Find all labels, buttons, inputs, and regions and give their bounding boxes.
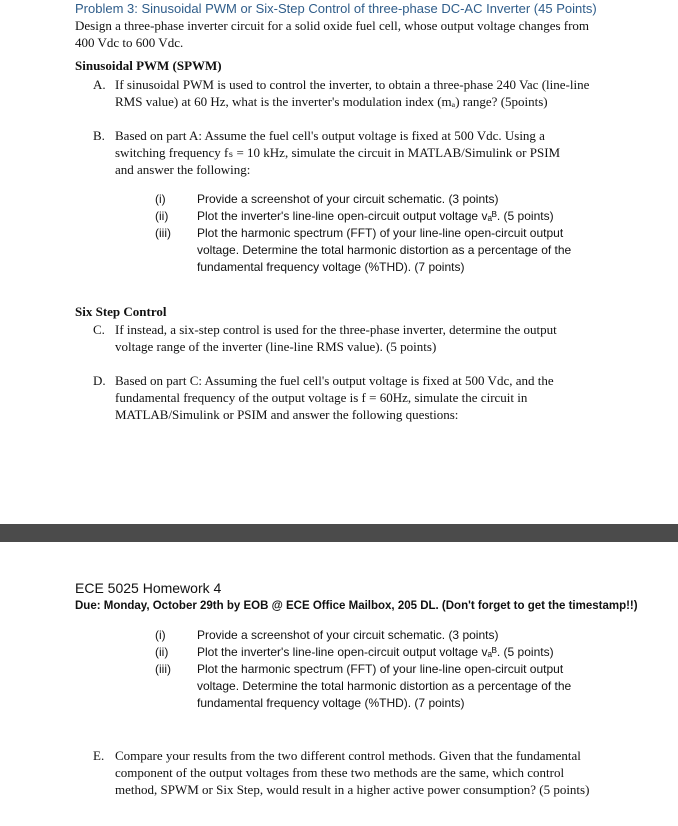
question-c-text: If instead, a six-step control is used for the three-phase inverter, determine the output voltage range of the inverter (line-line RMS value). (5 points) (115, 322, 557, 354)
list-item (155, 661, 595, 712)
question-b-text: Based on part A: Assume the fuel cell's output voltage is fixed at 500 Vdc. Using a switching frequency fₛ = 10 kHz, simulate the circuit in MATLAB/Simulink or PSIM and answer the following: (115, 128, 561, 177)
question-d-text: Based on part C: Assuming the fuel cell's output voltage is fixed at 500 Vdc, and the fundamental frequency of the output voltage is f = 60Hz, simulate the circuit in MATLAB/Simulink or PSIM and answer the following questions: (115, 373, 554, 422)
question-a (93, 76, 593, 110)
question-b (93, 127, 573, 178)
question-c (93, 321, 583, 355)
question-d (93, 372, 583, 423)
due-line: Due: Monday, October 29th by EOB @ ECE Office Mailbox, 205 DL. (Don't forget to get the timestamp!!) (75, 600, 638, 612)
list-item-number: (iii) (155, 662, 171, 676)
document-page-2 (0, 542, 678, 826)
list-item-number: (ii) (155, 645, 169, 659)
question-e-label: E. (93, 748, 105, 763)
list-item (155, 627, 595, 644)
list-item-text: Plot the inverter's line-line open-circuit output voltage vₐᴮ. (5 points) (197, 645, 554, 659)
part-b-list (155, 191, 595, 276)
question-b-label: B. (93, 128, 105, 143)
homework-title: ECE 5025 Homework 4 (75, 580, 222, 596)
list-item-number: (ii) (155, 209, 169, 223)
question-d-label: D. (93, 373, 106, 388)
page-separator (0, 524, 678, 542)
question-e-text: Compare your results from the two different control methods. Given that the fundamental component of the output voltages from these two methods are the same, which control method, SPWM or Six Step, would result in a higher active power consumption? (5 points) (115, 748, 590, 797)
question-a-text: If sinusoidal PWM is used to control the inverter, to obtain a three-phase 240 Vac (line-line RMS value) at 60 Hz, what is the inverter's modulation index (mₐ) range? (5points) (115, 77, 590, 109)
list-item-number: (i) (155, 192, 166, 206)
list-item-text: Provide a screenshot of your circuit schematic. (3 points) (197, 628, 499, 642)
part-d-list (155, 627, 595, 712)
list-item (155, 225, 595, 276)
list-item-text: Plot the inverter's line-line open-circuit output voltage vₐᴮ. (5 points) (197, 209, 554, 223)
question-a-label: A. (93, 77, 106, 92)
problem-title: Problem 3: Sinusoidal PWM or Six-Step Control of three-phase DC-AC Inverter (45 Points) (75, 1, 597, 16)
list-item-number: (iii) (155, 226, 171, 240)
list-item-number: (i) (155, 628, 166, 642)
question-e (93, 747, 603, 798)
question-c-label: C. (93, 322, 105, 337)
problem-intro: Design a three-phase inverter circuit for a solid oxide fuel cell, whose output voltage changes from 400 Vdc to 600 Vdc. (75, 18, 590, 50)
list-item-text: Plot the harmonic spectrum (FFT) of your line-line open-circuit output voltage. Determine the total harmonic distortion as a percentage of the fundamental frequency voltage (%THD). (7 points) (197, 662, 572, 710)
spwm-heading: Sinusoidal PWM (SPWM) (75, 58, 222, 73)
list-item-text: Provide a screenshot of your circuit schematic. (3 points) (197, 192, 499, 206)
list-item (155, 191, 595, 208)
list-item (155, 644, 595, 661)
list-item-text: Plot the harmonic spectrum (FFT) of your line-line open-circuit output voltage. Determine the total harmonic distortion as a percentage of the fundamental frequency voltage (%THD). (7 points) (197, 226, 572, 274)
list-item (155, 208, 595, 225)
six-step-heading: Six Step Control (75, 304, 167, 319)
